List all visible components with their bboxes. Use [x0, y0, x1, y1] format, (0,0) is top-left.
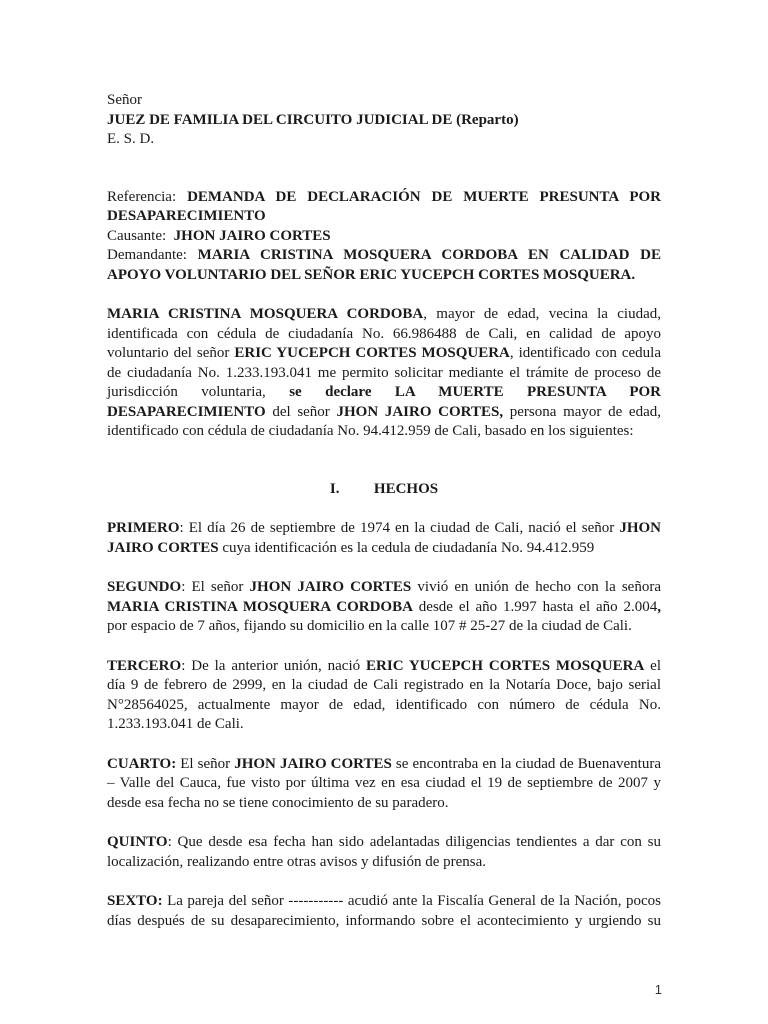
salutation: Señor: [107, 92, 142, 108]
demandante-line: [107, 246, 661, 266]
fact-text: : El señor: [181, 579, 250, 595]
section-title: HECHOS: [373, 480, 439, 497]
causante-value: JHON JAIRO CORTES: [173, 227, 331, 244]
fact-quinto: [107, 833, 661, 872]
intro-text-4: persona mayor de edad, identificado con cédula de ciudadanía No. 94.412.959 de Cali, basado en los siguientes:: [107, 403, 661, 439]
fact-label: CUARTO:: [107, 755, 177, 772]
court-name: JUEZ DE FAMILIA DEL CIRCUITO JUDICIAL DE (Reparto): [107, 111, 519, 128]
causante-label: Causante:: [107, 227, 167, 244]
demandante-value: MARIA CRISTINA MOSQUERA CORDOBA EN CALIDAD DE: [197, 247, 661, 263]
fact-name: JHON JAIRO CORTES: [234, 755, 392, 772]
reference-block: [107, 188, 661, 286]
fact-primero: [107, 519, 661, 558]
fact-text: La pareja del señor ----------- acudió ante la Fiscalía General de la Nación, pocos días después de su desaparecimiento, informando sobre el acontecimiento y urgiendo su: [107, 893, 661, 929]
intro-paragraph: [107, 305, 661, 442]
document-page: [107, 91, 661, 931]
fact-name: JHON JAIRO CORTES: [107, 520, 661, 556]
causante-line: [107, 227, 661, 247]
demandante-value-cont: APOYO VOLUNTARIO DEL SEÑOR ERIC YUCEPCH CORTES MOSQUERA.: [107, 266, 636, 283]
fact-text: vivió en unión de hecho con la señora: [411, 579, 661, 595]
fact-segundo: [107, 578, 661, 637]
intro-name-3: JHON JAIRO CORTES,: [336, 403, 504, 420]
fact-text: el día 9 de febrero de 2999, en la ciudad de Cali registrado en la Notaría Doce, bajo serial N°28564025, actualmente mayor de edad, identificado con número de cédula No. 1.233.193.041 de Cali.: [107, 657, 661, 732]
intro-text-3: del señor: [265, 403, 337, 420]
intro-request: se declare LA MUERTE PRESUNTA POR DESAPARECIMIENTO: [107, 384, 661, 420]
intro-name-2: ERIC YUCEPCH CORTES MOSQUERA: [234, 345, 510, 361]
fact-name: JHON JAIRO CORTES: [249, 579, 412, 595]
reference-value: DEMANDA DE DECLARACIÓN DE MUERTE PRESUNTA POR: [187, 188, 661, 205]
fact-text: se encontraba en la ciudad de Buenaventura – Valle del Cauca, fue visto por última vez en esa ciudad el 19 de septiembre de 2007 y desde esa fecha no se tiene conocimiento de su paradero.: [107, 755, 661, 811]
intro-name-1: MARIA CRISTINA MOSQUERA CORDOBA: [107, 306, 424, 322]
section-heading: [107, 480, 661, 500]
fact-name: MARIA CRISTINA MOSQUERA CORDOBA: [107, 598, 413, 615]
intro-text-2: , identificado con cedula de ciudadanía No. 1.233.193.041 me permito solicitar mediante el trámite de proceso de jurisdicción voluntaria,: [107, 345, 661, 400]
fact-text: cuya identificación es la cedula de ciudadanía No. 94.412.959: [218, 539, 595, 556]
fact-text: : De la anterior unión, nació: [181, 657, 367, 674]
demandante-label: Demandante:: [107, 247, 187, 263]
esd-line: E. S. D.: [107, 131, 155, 147]
fact-text: : El día 26 de septiembre de 1974 en la ciudad de Cali, nació el señor: [179, 520, 620, 536]
fact-label: SEGUNDO: [107, 579, 182, 595]
page-number: 1: [654, 982, 662, 997]
fact-text: desde el año 1.997 hasta el año 2.004: [412, 598, 658, 615]
reference-value-cont: DESAPARECIMIENTO: [107, 208, 266, 224]
fact-cuarto: [107, 755, 661, 814]
fact-text: por espacio de 7 años, fijando su domicilio en la calle 107 # 25-27 de la ciudad de Cali.: [107, 618, 632, 634]
intro-text-1: , mayor de edad, vecina la ciudad, identificada con cédula de ciudadanía No. 66.986488 de Cali, en calidad de apoyo voluntario del señor: [107, 306, 661, 361]
reference-line: [107, 188, 661, 208]
fact-label: TERCERO: [107, 657, 182, 674]
fact-sexto: [107, 892, 661, 931]
section-number: I.: [329, 480, 340, 497]
fact-label: PRIMERO: [107, 520, 180, 536]
fact-comma: ,: [657, 598, 661, 615]
fact-label: SEXTO:: [107, 893, 163, 909]
reference-label: Referencia:: [107, 188, 177, 205]
fact-text: : Que desde esa fecha han sido adelantadas diligencias tendientes a dar con su localización, realizando entre otras avisos y difusión de prensa.: [107, 834, 661, 870]
fact-name: ERIC YUCEPCH CORTES MOSQUERA: [366, 657, 645, 674]
fact-text: El señor: [176, 755, 235, 772]
fact-tercero: [107, 657, 661, 735]
fact-label: QUINTO: [107, 834, 168, 850]
